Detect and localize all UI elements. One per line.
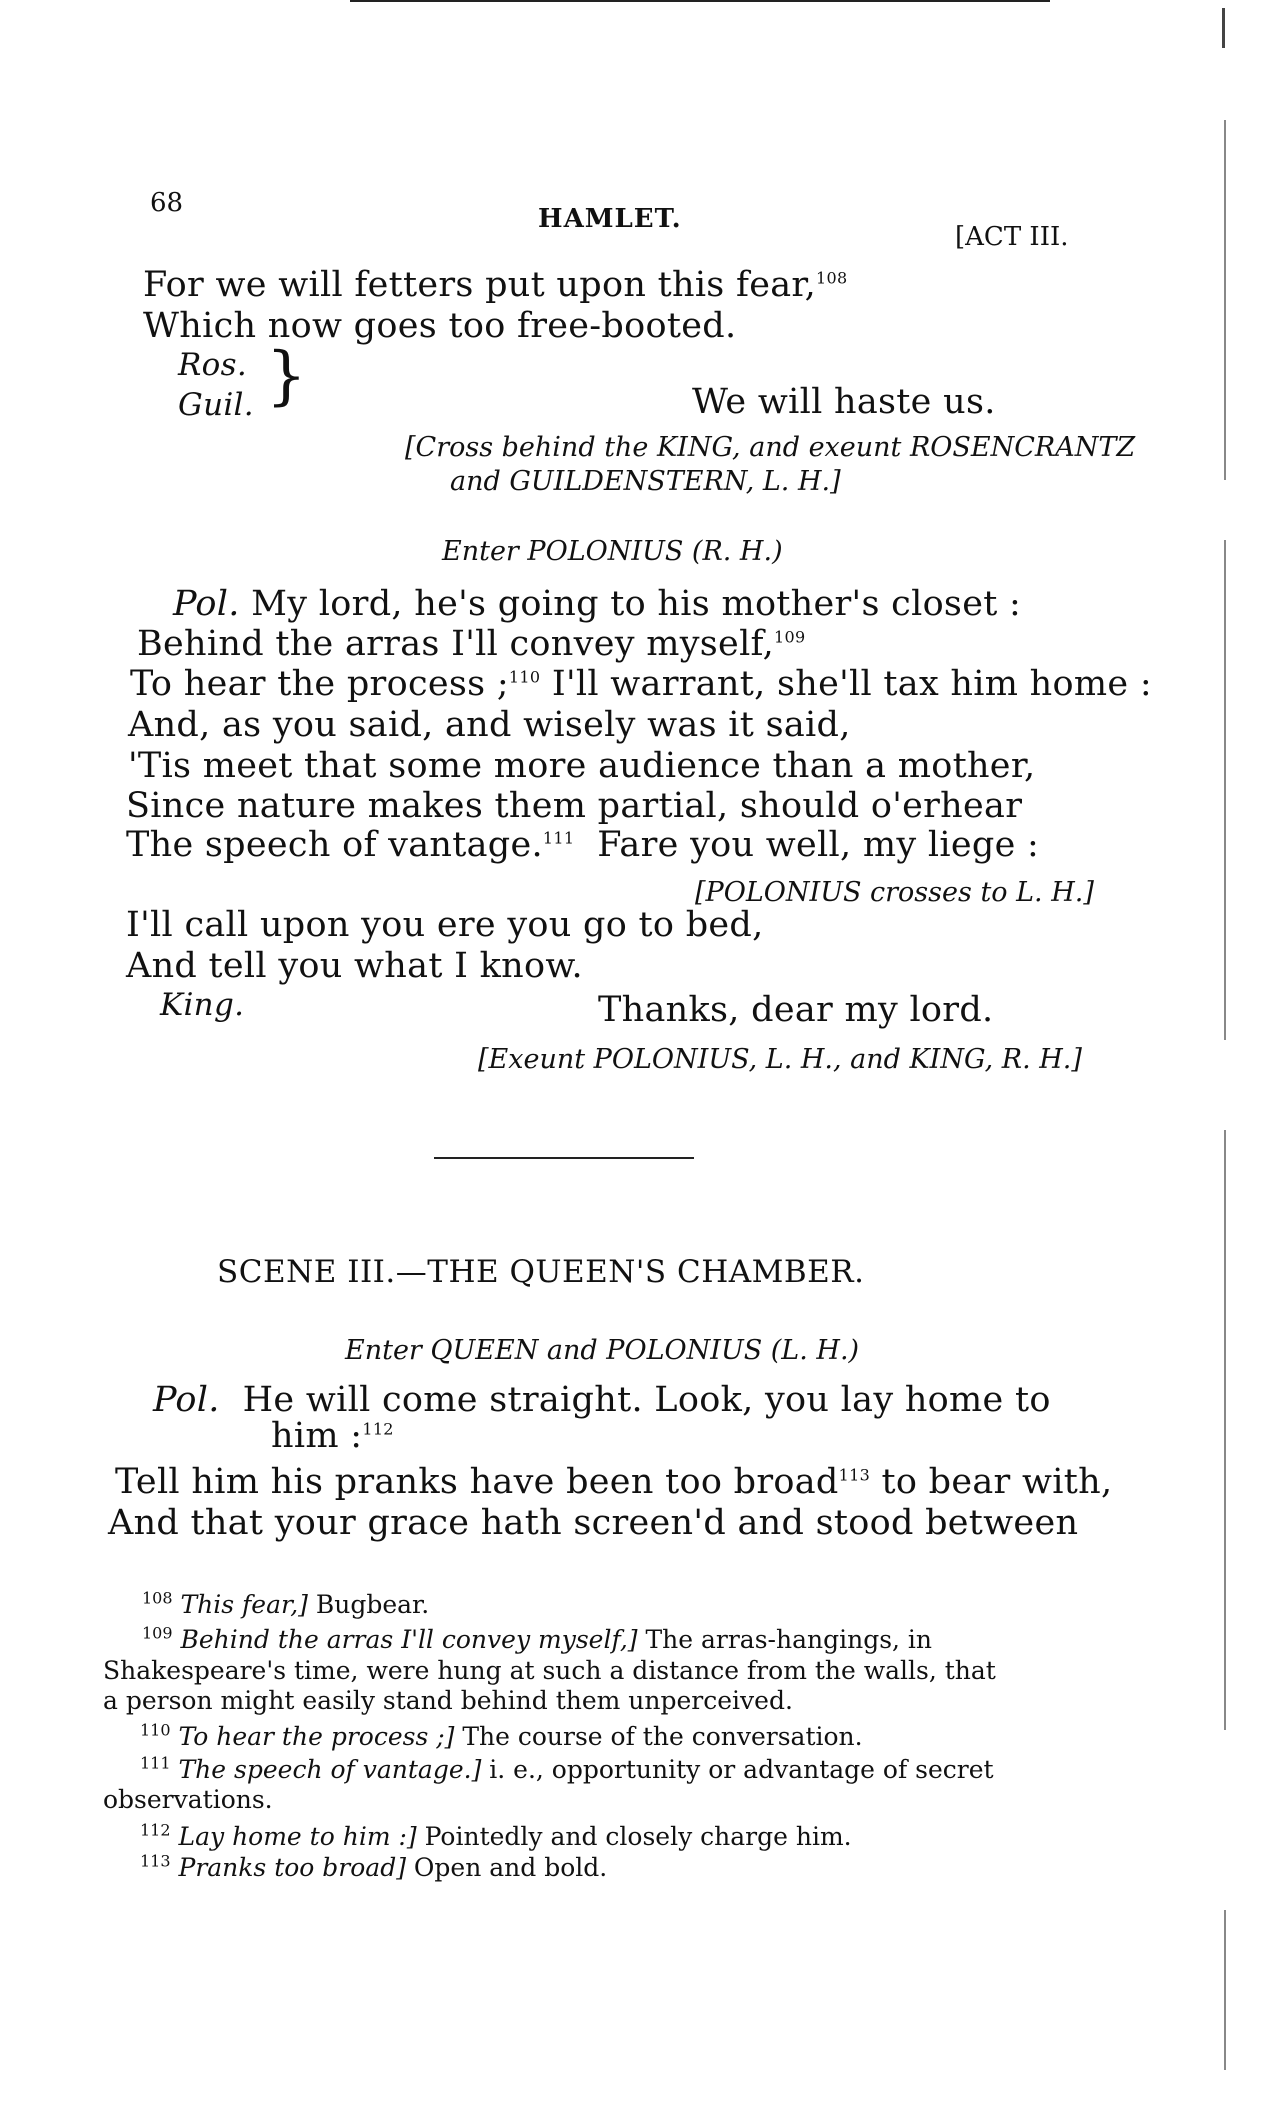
footnote-109: $^{109}$ Behind the arras I'll convey myself,] The arras-hangings, in <box>142 1623 933 1654</box>
stage-direction: [POLONIUS crosses to L. H.] <box>695 877 1094 908</box>
footnote-ref[interactable]: 112 <box>362 1419 394 1439</box>
page-edge-shadow <box>1224 1910 1226 2070</box>
top-scan-rule <box>350 0 1050 2</box>
speaker-guil: Guil. <box>178 387 254 423</box>
speaker-pol: Pol. <box>173 584 240 624</box>
scene-divider <box>434 1157 694 1159</box>
footnote-ref[interactable]: 108 <box>816 268 848 288</box>
page-edge-shadow <box>1224 120 1226 480</box>
entrance-direction: Enter POLONIUS (R. H.) <box>442 536 783 567</box>
page-edge-shadow <box>1224 540 1226 1040</box>
verse-line: Which now goes too free-booted. <box>143 306 737 346</box>
footnote-111: $^{111}$ The speech of vantage.] i. e., opportunity or advantage of secret <box>140 1753 994 1784</box>
verse-line: And, as you said, and wisely was it said, <box>128 705 851 745</box>
running-title: HAMLET. <box>538 204 682 234</box>
footnote-109-cont: Shakespeare's time, were hung at such a distance from the walls, that <box>103 1656 996 1685</box>
verse-line: And that your grace hath screen'd and stood between <box>108 1503 1079 1543</box>
footnote-111-cont: observations. <box>103 1785 273 1814</box>
verse-line: To hear the process ;$^{110}$ I'll warrant, she'll tax him home : <box>130 664 1152 704</box>
stage-direction: [Exeunt POLONIUS, L. H., and KING, R. H.] <box>478 1044 1082 1075</box>
footnote-ref[interactable]: 111 <box>542 828 575 848</box>
page-number: 68 <box>150 188 184 218</box>
stage-direction: [Cross behind the KING, and exeunt ROSENCRANTZ <box>405 432 1136 463</box>
verse-line: And tell you what I know. <box>126 946 583 986</box>
verse-line: I'll call upon you ere you go to bed, <box>126 905 764 945</box>
verse-line: Pol. He will come straight. Look, you lay home to <box>153 1380 1051 1420</box>
speaker-brace: } <box>266 339 307 413</box>
footnote-ref[interactable]: 109 <box>774 627 806 647</box>
verse-line: Since nature makes them partial, should o'erhear <box>126 786 1023 826</box>
page-edge-mark <box>1222 8 1225 48</box>
speaker-king: King. <box>160 987 245 1023</box>
verse-line: For we will fetters put upon this fear,$^{108}$ <box>143 265 848 305</box>
verse-line: Thanks, dear my lord. <box>598 990 994 1030</box>
verse-line: Pol. My lord, he's going to his mother's closet : <box>173 584 1022 624</box>
entrance-direction: Enter QUEEN and POLONIUS (L. H.) <box>345 1335 860 1366</box>
scene-heading: SCENE III.—THE QUEEN'S CHAMBER. <box>217 1254 865 1290</box>
act-label: [ACT III. <box>955 222 1069 252</box>
footnote-110: $^{110}$ To hear the process ;] The course of the conversation. <box>140 1720 863 1751</box>
footnote-108: $^{108}$ This fear,] Bugbear. <box>142 1588 430 1619</box>
verse-line: The speech of vantage.$^{111}$ Fare you well, my liege : <box>126 825 1040 865</box>
verse-turnover: him :$^{112}$ <box>271 1416 394 1456</box>
footnote-ref[interactable]: 113 <box>838 1465 871 1485</box>
speaker-ros: Ros. <box>178 347 247 383</box>
page-edge-shadow <box>1224 1130 1226 1730</box>
footnote-112: $^{112}$ Lay home to him :] Pointedly and closely charge him. <box>140 1820 852 1851</box>
stage-direction: and GUILDENSTERN, L. H.] <box>450 466 841 497</box>
verse-line: We will haste us. <box>692 382 996 422</box>
footnote-109-cont: a person might easily stand behind them unperceived. <box>103 1686 793 1715</box>
footnote-ref[interactable]: 110 <box>508 667 541 687</box>
speaker-pol: Pol. <box>153 1380 220 1420</box>
verse-line: Behind the arras I'll convey myself,$^{109}$ <box>137 624 806 664</box>
verse-line: 'Tis meet that some more audience than a mother, <box>128 746 1036 786</box>
verse-line: Tell him his pranks have been too broad$^{113}$ to bear with, <box>115 1462 1113 1502</box>
footnote-113: $^{113}$ Pranks too broad] Open and bold. <box>140 1851 608 1882</box>
